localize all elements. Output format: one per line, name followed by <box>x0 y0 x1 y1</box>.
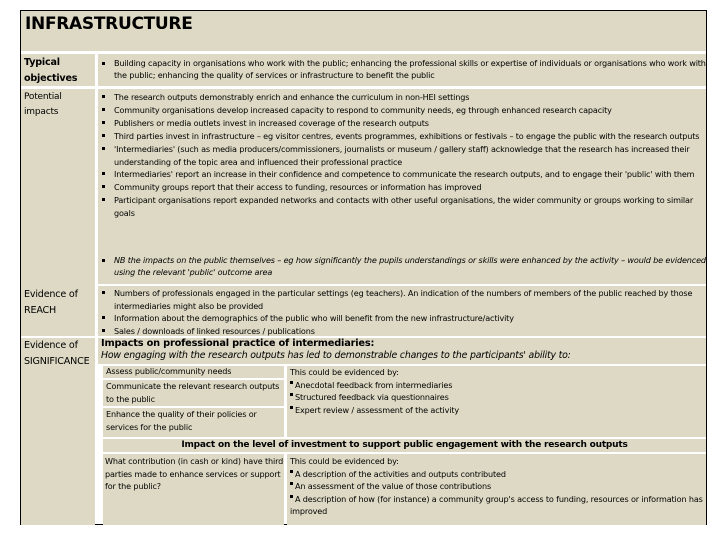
investment-question-cell <box>103 454 284 525</box>
bullet-icon <box>290 482 293 485</box>
bullet-icon <box>290 495 293 498</box>
typical-objectives-label-cell <box>21 54 95 86</box>
significance-evidence-cell <box>287 366 706 437</box>
ability-cell <box>103 408 284 437</box>
evidence-item: Structured feedback via questionnaires <box>295 392 449 402</box>
bullet-icon <box>290 406 293 409</box>
impact-item: Participant organisations report expanded networks and contacts with other useful organisations, the wider community or groups working to similar goals <box>98 194 706 220</box>
investment-evidence-intro: This could be evidenced by: <box>290 456 399 466</box>
impact-item: Intermediaries' report an increase in their confidence and competence to communicate the research outputs, and to engage their 'public' with them <box>98 168 706 181</box>
reach-note-item: NB the impacts on the public themselves – eg how significantly the pupils understandings or skills were enhanced by the activity – would be evidenced using the relevant 'public' outcome area <box>98 255 706 278</box>
evidence-significance-label-cell <box>21 338 95 525</box>
impact-item: The research outputs demonstrably enrich and enhance the curriculum in non-HEI settings <box>98 91 706 104</box>
evidence-reach-label-cell <box>21 254 95 336</box>
evidence-significance-label: Evidence of SIGNIFICANCE <box>24 340 90 367</box>
ability-cell <box>103 366 284 378</box>
ability-item: Enhance the quality of their policies or services for the public <box>106 409 257 432</box>
bullet-icon <box>290 381 293 384</box>
impact-item: 'Intermediaries' (such as media producers/commissioners, journalists or museum / gallery staff) acknowledge that the research has increased their understanding of the topic area and influenced their professional practice <box>98 143 706 169</box>
potential-impacts-label: Potential impacts <box>24 92 62 117</box>
ability-cell <box>103 380 284 406</box>
potential-impacts-content <box>98 89 706 254</box>
investment-heading: Impact on the level of investment to support public engagement with the research outputs <box>181 440 628 450</box>
page-title: INFRASTRUCTURE <box>25 14 193 34</box>
ability-item: Assess public/community needs <box>106 366 232 376</box>
infrastructure-table <box>20 10 707 525</box>
investment-heading-cell <box>103 439 706 452</box>
impact-item: Publishers or media outlets invest in increased coverage of the research outputs <box>98 117 706 130</box>
typical-objectives-label: Typical objectives <box>24 57 78 84</box>
impact-item: Community groups report that their access to funding, resources or information has improved <box>98 181 706 194</box>
significance-heading-cell <box>98 338 706 364</box>
evidence-item: Expert review / assessment of the activity <box>295 404 460 415</box>
potential-impacts-label-cell <box>21 89 95 254</box>
ability-item: Communicate the relevant research outputs to the public <box>106 381 280 404</box>
bullet-icon <box>290 393 293 396</box>
impact-item: Third parties invest in infrastructure – eg visitor centres, events programmes, exhibitions or festivals – to engage the public with the research outputs <box>98 130 706 143</box>
evidence-reach-label: Evidence of REACH <box>24 289 78 316</box>
bullet-icon <box>290 470 293 473</box>
evidence-item: Anecdotal feedback from intermediaries <box>295 379 453 390</box>
investment-evidence-item: An assessment of the value of those contributions <box>295 481 492 491</box>
investment-evidence-cell <box>287 454 706 525</box>
evidence-intro: This could be evidenced by: <box>290 367 399 377</box>
impact-item: Community organisations develop increased capacity to respond to community needs, eg through enhanced research capacity <box>98 104 706 117</box>
significance-subheading: How engaging with the research outputs has led to demonstrable changes to the participants' ability to: <box>101 350 571 361</box>
typical-objectives-content <box>98 54 706 86</box>
reach-item: Sales / downloads of linked resources / publications <box>98 325 706 338</box>
reach-item: Numbers of professionals engaged in the particular settings (eg teachers). An indication of the numbers of members of the public reached by those intermediaries might also be provided <box>98 287 706 312</box>
reach-item: Information about the demographics of the public who will benefit from the new infrastructure/activity <box>98 312 706 325</box>
title-cell <box>21 11 706 51</box>
objective-item: Building capacity in organisations who work with the public; enhancing the professional skills or expertise of individuals or organisations who work with the public; enhancing the quality of services or infrastructure to benefit the public <box>98 58 706 81</box>
investment-question: What contribution (in cash or kind) have third parties made to enhance services or support for the public? <box>105 456 284 491</box>
significance-heading: Impacts on professional practice of intermediaries: <box>101 338 375 349</box>
investment-evidence-item: A description of the activities and outputs contributed <box>295 468 506 479</box>
evidence-reach-note <box>98 254 706 284</box>
investment-evidence-item: A description of how (for instance) a community group's access to funding, resources or information has improved <box>290 493 703 516</box>
evidence-reach-content <box>98 286 706 336</box>
